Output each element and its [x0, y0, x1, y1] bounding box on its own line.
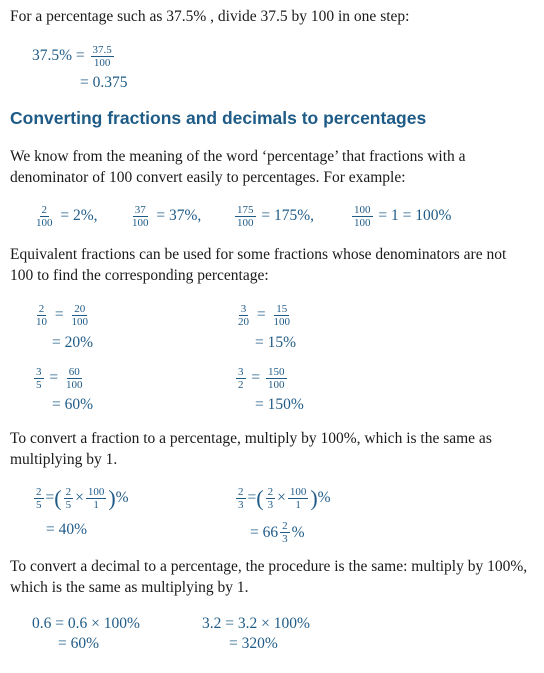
mult-2-5-result: = 40%: [46, 521, 88, 538]
equiv-3-2-result: = 150%: [255, 396, 304, 413]
dec-0-6-result: = 60%: [58, 635, 100, 652]
example-2-percent: $\frac{2}{100}$ = 2%,: [36, 204, 98, 229]
paragraph-decimal-percent: To convert a decimal to a percentage, the procedure is the same: multiply by 100%, which is the same as multiplying by 1.: [10, 558, 528, 596]
mult-2-3: $\frac{2}{3}$ =( $\frac{2}{3}$ × $\frac{100}{1}$ )%: [238, 485, 331, 511]
equiv-3-20-result: = 15%: [255, 334, 297, 351]
example-result: = 0.375: [80, 74, 128, 91]
equiv-3-5: $\frac{3}{5}$ = $\frac{60}{100}$: [36, 366, 83, 391]
equiv-2-10: $\frac{2}{10}$ = $\frac{20}{100}$: [36, 303, 88, 328]
equiv-3-5-result: = 60%: [52, 396, 94, 413]
mult-2-3-result: = 66 $\frac{2}{3}$ %: [250, 520, 305, 545]
section-heading: Converting fractions and decimals to percentages: [10, 108, 427, 128]
equiv-2-10-result: = 20%: [52, 334, 94, 351]
example-175-percent: $\frac{175}{100}$ = 175%,: [237, 204, 315, 229]
paragraph-equivalent-fractions: Equivalent fractions can be used for some fractions whose denominators are not 100 to find the corresponding percentage:: [10, 246, 507, 284]
mult-2-5: $\frac{2}{5}$ =( $\frac{2}{5}$ × $\frac{100}{1}$ )%: [36, 485, 129, 511]
paragraph-multiply-100: To convert a fraction to a percentage, multiply by 100%, which is the same as multiplying by 1.: [10, 430, 492, 468]
dec-3-2: 3.2 = 3.2 × 100%: [202, 615, 310, 632]
dec-3-2-result: = 320%: [229, 635, 278, 652]
paragraph-fractions-100: We know from the meaning of the word ‘percentage’ that fractions with a denominator of 100 convert easily to percentages. For example:: [10, 148, 466, 186]
equiv-3-20: $\frac{3}{20}$ = $\frac{15}{100}$: [238, 303, 290, 328]
fraction: $\frac{37.5}{100}$: [92, 44, 112, 69]
example-37-5: [32, 44, 116, 69]
example-lhs: 37.5% =: [32, 47, 85, 65]
equiv-3-2: $\frac{3}{2}$ = $\frac{150}{100}$: [238, 366, 285, 391]
intro-text: For a percentage such as 37.5% , divide 37.5 by 100 in one step:: [10, 8, 410, 25]
example-37-percent: $\frac{37}{100}$ = 37%,: [132, 204, 202, 229]
dec-0-6: 0.6 = 0.6 × 100%: [32, 615, 140, 632]
example-100-percent: $\frac{100}{100}$ = 1 = 100%: [354, 204, 452, 229]
